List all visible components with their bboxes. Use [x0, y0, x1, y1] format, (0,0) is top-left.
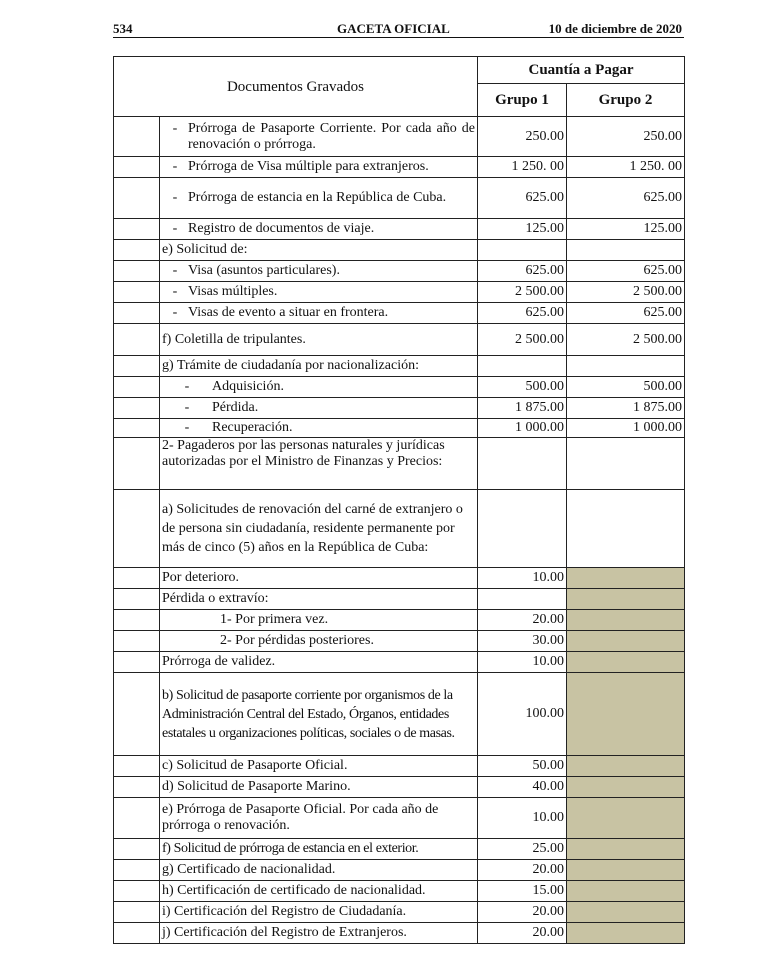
row-group1-value: 250.00 — [478, 117, 567, 157]
row-group2-value: 500.00 — [567, 377, 685, 398]
table-row — [114, 178, 685, 219]
row-group2-value: 1 000.00 — [567, 419, 685, 438]
table-row — [114, 303, 685, 324]
table-row — [114, 356, 685, 377]
row-description: f) Solicitud de prórroga de estancia en el exterior. — [160, 839, 478, 860]
shaded-cell — [567, 860, 685, 881]
row-group2-value: 250.00 — [567, 117, 685, 157]
column-header-documents: Documentos Gravados — [114, 57, 478, 117]
row-group1-value — [478, 490, 567, 568]
shaded-cell — [567, 756, 685, 777]
table-row — [114, 589, 685, 610]
row-description: - Prórroga de Visa múltiple para extranjeros. — [160, 157, 478, 178]
row-group2-value — [567, 490, 685, 568]
row-description: - Visas de evento a situar en frontera. — [160, 303, 478, 324]
row-description: j) Certificación del Registro de Extranjeros. — [160, 923, 478, 944]
row-group1-value: 500.00 — [478, 377, 567, 398]
row-description: Pérdida o extravío: — [160, 589, 478, 610]
row-group2-value: 2 500.00 — [567, 324, 685, 356]
row-group1-value: 1 250. 00 — [478, 157, 567, 178]
row-description: d) Solicitud de Pasaporte Marino. — [160, 777, 478, 798]
row-group1-value — [478, 240, 567, 261]
fees-table — [113, 56, 685, 944]
table-row — [114, 777, 685, 798]
row-description: 2- Pagaderos por las personas naturales y jurídicas autorizadas por el Ministro de Finanzas y Precios: — [160, 438, 478, 490]
row-group1-value: 25.00 — [478, 839, 567, 860]
table-row — [114, 881, 685, 902]
table-row — [114, 839, 685, 860]
table-row — [114, 923, 685, 944]
table-header-row — [114, 57, 685, 84]
row-group2-value: 1 250. 00 — [567, 157, 685, 178]
table-row — [114, 756, 685, 777]
shaded-cell — [567, 589, 685, 610]
table-row — [114, 419, 685, 438]
table-row — [114, 157, 685, 178]
table-row — [114, 438, 685, 490]
row-description: - Prórroga de estancia en la República de Cuba. — [160, 178, 478, 219]
column-header-group1: Grupo 1 — [478, 84, 567, 117]
row-group1-value: 40.00 — [478, 777, 567, 798]
shaded-cell — [567, 673, 685, 756]
row-group1-value: 10.00 — [478, 652, 567, 673]
row-description: Prórroga de validez. — [160, 652, 478, 673]
column-header-group2: Grupo 2 — [567, 84, 685, 117]
table-row — [114, 902, 685, 923]
row-group1-value: 625.00 — [478, 261, 567, 282]
row-description: e) Prórroga de Pasaporte Oficial. Por cada año de prórroga o renovación. — [160, 798, 478, 839]
shaded-cell — [567, 881, 685, 902]
row-description: g) Certificado de nacionalidad. — [160, 860, 478, 881]
row-group1-value: 20.00 — [478, 860, 567, 881]
shaded-cell — [567, 798, 685, 839]
table-row — [114, 398, 685, 419]
row-group1-value — [478, 589, 567, 610]
row-group1-value: 2 500.00 — [478, 282, 567, 303]
row-group2-value: 125.00 — [567, 219, 685, 240]
row-group2-value: 1 875.00 — [567, 398, 685, 419]
shaded-cell — [567, 777, 685, 798]
shaded-cell — [567, 568, 685, 589]
row-group1-value: 20.00 — [478, 902, 567, 923]
table-row — [114, 673, 685, 756]
page-header — [113, 21, 684, 38]
row-group1-value: 100.00 — [478, 673, 567, 756]
row-group1-value: 1 000.00 — [478, 419, 567, 438]
table-row — [114, 219, 685, 240]
shaded-cell — [567, 902, 685, 923]
publication-date: 10 de diciembre de 2020 — [548, 21, 682, 36]
row-group1-value: 20.00 — [478, 923, 567, 944]
table-row — [114, 631, 685, 652]
table-row — [114, 798, 685, 839]
row-group1-value — [478, 356, 567, 377]
row-group2-value: 625.00 — [567, 261, 685, 282]
row-group2-value: 2 500.00 — [567, 282, 685, 303]
row-description: g) Trámite de ciudadanía por nacionalización: — [160, 356, 478, 377]
row-description: h) Certificación de certificado de nacionalidad. — [160, 881, 478, 902]
shaded-cell — [567, 923, 685, 944]
row-group1-value: 2 500.00 — [478, 324, 567, 356]
table-row — [114, 377, 685, 398]
table-row — [114, 610, 685, 631]
row-description: i) Certificación del Registro de Ciudadanía. — [160, 902, 478, 923]
row-description: c) Solicitud de Pasaporte Oficial. — [160, 756, 478, 777]
row-description: a) Solicitudes de renovación del carné de extranjero o de persona sin ciudadanía, residente permanente por más de cinco (5) años en la República de Cuba: — [160, 490, 478, 568]
row-group1-value: 1 875.00 — [478, 398, 567, 419]
shaded-cell — [567, 610, 685, 631]
row-description: 1- Por primera vez. — [160, 610, 478, 631]
row-description: 2- Por pérdidas posteriores. — [160, 631, 478, 652]
table-row — [114, 568, 685, 589]
row-group1-value: 625.00 — [478, 303, 567, 324]
table-row — [114, 282, 685, 303]
row-description: - Visa (asuntos particulares). — [160, 261, 478, 282]
column-header-amount: Cuantía a Pagar — [478, 57, 685, 84]
row-group2-value — [567, 438, 685, 490]
table-row — [114, 261, 685, 282]
shaded-cell — [567, 631, 685, 652]
row-group1-value — [478, 438, 567, 490]
table-row — [114, 324, 685, 356]
row-description: - Visas múltiples. — [160, 282, 478, 303]
table-row — [114, 652, 685, 673]
row-description: - Prórroga de Pasaporte Corriente. Por cada año de renovación o prórroga. — [160, 117, 478, 157]
row-group1-value: 15.00 — [478, 881, 567, 902]
row-description: f) Coletilla de tripulantes. — [160, 324, 478, 356]
table-row — [114, 240, 685, 261]
row-group1-value: 20.00 — [478, 610, 567, 631]
shaded-cell — [567, 652, 685, 673]
row-description: b) Solicitud de pasaporte corriente por organismos de la Administración Central del Estado, Órganos, entidades estatales u organizaciones políticas, sociales o de masas. — [160, 673, 478, 756]
row-group1-value: 625.00 — [478, 178, 567, 219]
row-group1-value: 30.00 — [478, 631, 567, 652]
publication-title: GACETA OFICIAL — [337, 21, 450, 36]
row-description: - Registro de documentos de viaje. — [160, 219, 478, 240]
shaded-cell — [567, 839, 685, 860]
row-group1-value: 50.00 — [478, 756, 567, 777]
table-row — [114, 860, 685, 881]
row-group1-value: 10.00 — [478, 798, 567, 839]
row-description: Por deterioro. — [160, 568, 478, 589]
row-group2-value: 625.00 — [567, 303, 685, 324]
row-description: e) Solicitud de: — [160, 240, 478, 261]
table-row — [114, 490, 685, 568]
row-description: - Pérdida. — [160, 398, 478, 419]
row-group2-value: 625.00 — [567, 178, 685, 219]
row-description: - Adquisición. — [160, 377, 478, 398]
table-row — [114, 117, 685, 157]
page-number: 534 — [113, 21, 133, 36]
row-group1-value: 10.00 — [478, 568, 567, 589]
row-description: - Recuperación. — [160, 419, 478, 438]
row-group1-value: 125.00 — [478, 219, 567, 240]
row-group2-value — [567, 356, 685, 377]
row-group2-value — [567, 240, 685, 261]
